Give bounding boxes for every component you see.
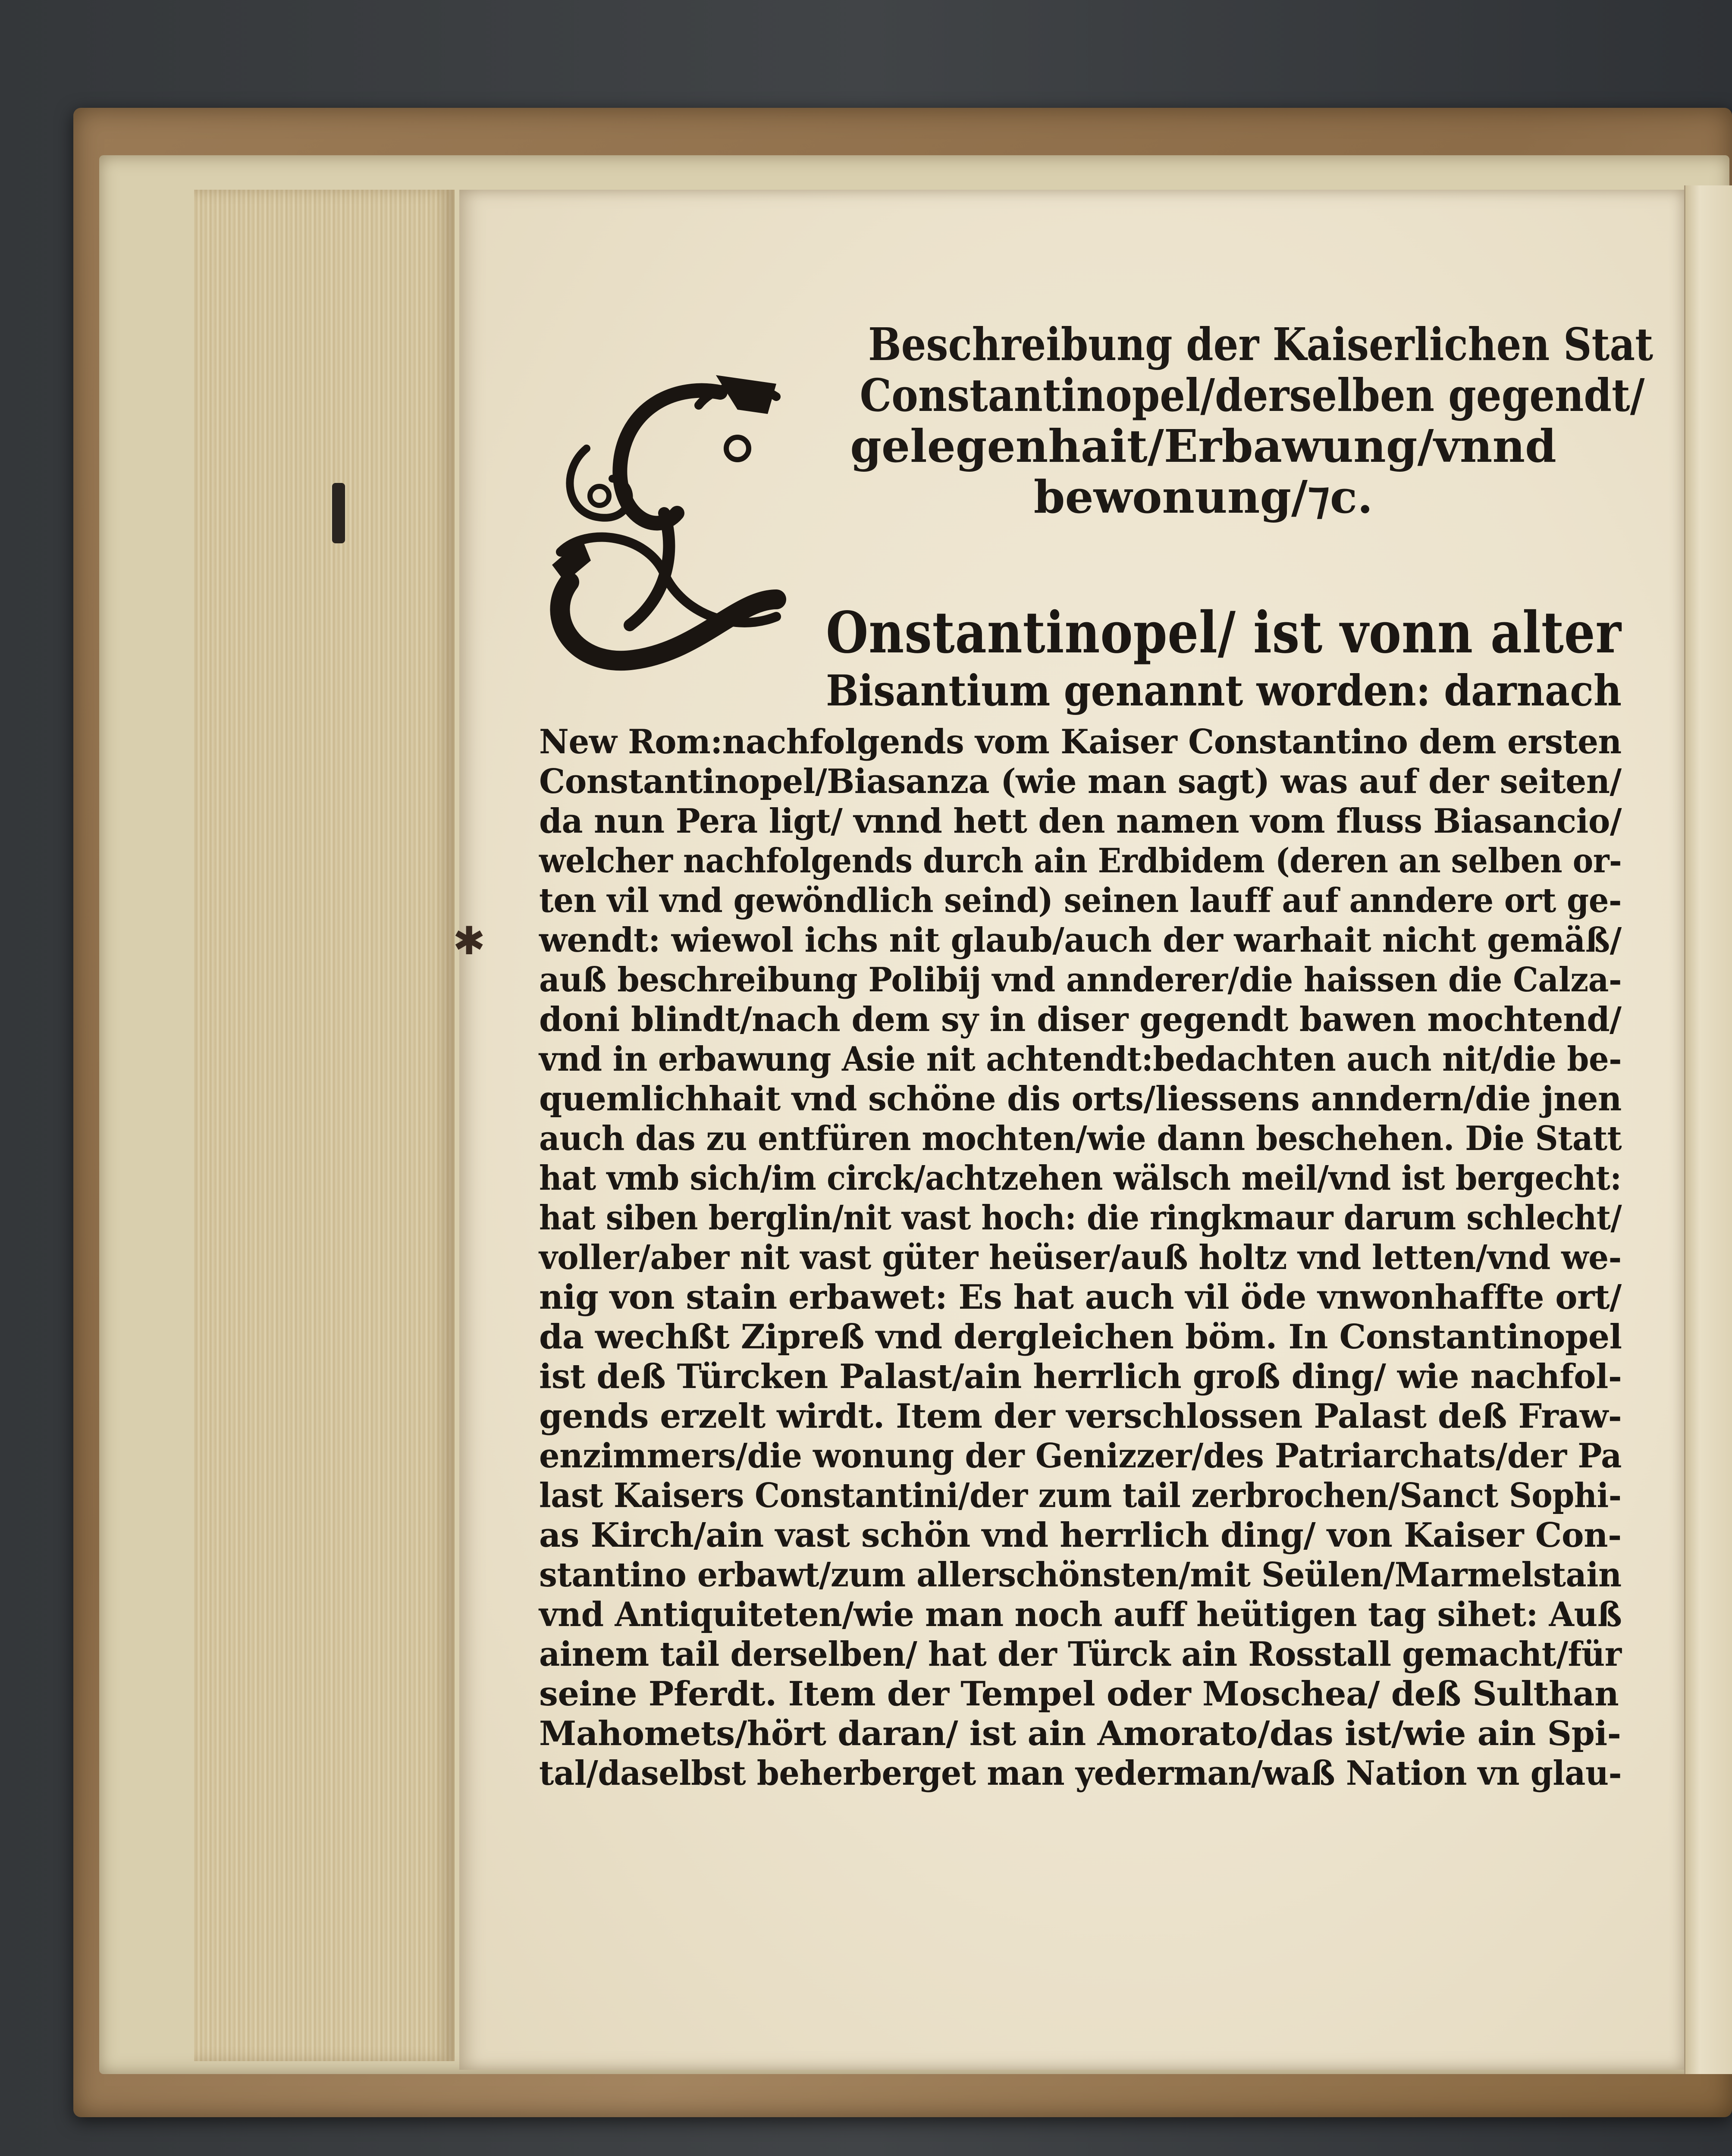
text-line: as Kirch/ain vast schön vnd herrlich ding/ von Kaiser Con- <box>539 1516 1622 1555</box>
heading-line-2: Constantinopel/derselben gegendt/ <box>860 369 1645 422</box>
text-line: enzimmers/die wonung der Genizzer/des Patriarchats/der Pa <box>539 1436 1622 1476</box>
text-line: quemlichhait vnd schöne dis orts/liessens anndern/die jnen <box>539 1079 1622 1119</box>
text-line: vnd in erbawung Asie nit achtendt:bedachten auch nit/die be- <box>539 1040 1622 1079</box>
heading-line-1: Beschreibung der Kaiserlichen Stat <box>868 318 1654 371</box>
text-line: Onstantinopel/ ist vonn alter <box>826 599 1622 666</box>
text-line: stantino erbawt/zum allerschönsten/mit Seülen/Marmelstain <box>539 1555 1622 1595</box>
text-line: ist deß Türcken Palast/ain herrlich groß ding/ wie nachfol- <box>539 1357 1622 1396</box>
text-line: da nun Pera ligt/ vnnd hett den namen vom fluss Biasancio/ <box>539 802 1622 841</box>
text-line: hat vmb sich/im circk/achtzehen wälsch meil/vnd ist bergecht: <box>539 1159 1622 1198</box>
text-line: ten vil vnd gewöndlich seind) seinen lauff auf anndere ort ge- <box>539 881 1622 920</box>
decorated-initial-letter <box>535 358 802 711</box>
text-line: tal/daselbst beherberget man yederman/waß Nation vn glau- <box>539 1754 1622 1793</box>
margin-asterisk-icon: ✱ <box>453 918 486 964</box>
text-line: Bisantium genannt worden: darnach <box>826 666 1622 716</box>
text-line: welcher nachfolgends durch ain Erdbidem (deren an selben or- <box>539 841 1622 881</box>
page-edges <box>194 190 455 2061</box>
text-line: nig von stain erbawet: Es hat auch vil öde vnwonhaffte ort/ <box>539 1278 1622 1317</box>
text-line: hat siben berglin/nit vast hoch: die ringkmaur darum schlecht/ <box>539 1198 1622 1238</box>
text-line: seine Pferdt. Item der Tempel oder Moschea/ deß Sulthan <box>539 1674 1619 1714</box>
heading-line-4: bewonung/⁊c. <box>1033 470 1373 523</box>
chapter-heading <box>811 318 1654 523</box>
text-line: gends erzelt wirdt. Item der verschlossen Palast deß Fraw- <box>539 1397 1622 1436</box>
heading-line-3: gelegenhait/Erbawung/vnnd <box>850 420 1556 473</box>
text-line: auß beschreibung Polibij vnd annderer/die haissen die Calza- <box>539 960 1622 1000</box>
text-line: doni blindt/nach dem sy in diser gegendt bawen mochtend/ <box>539 1000 1622 1039</box>
text-line: ainem tail derselben/ hat der Türck ain Rosstall gemacht/für <box>539 1635 1622 1674</box>
text-line: auch das zu entfüren mochten/wie dann beschehen. Die Statt <box>539 1119 1622 1158</box>
facing-page-edge <box>1684 185 1732 2074</box>
text-line: da wechßt Zipreß vnd dergleichen böm. In Constantinopel <box>539 1317 1622 1357</box>
binding-mark <box>332 483 345 543</box>
text-line: Constantinopel/Biasanza (wie man sagt) was auf der seiten/ <box>539 762 1622 801</box>
initial-letter-glyph: C <box>612 579 616 583</box>
text-line: vnd Antiquiteten/wie man noch auff heütigen tag sihet: Auß <box>539 1595 1622 1634</box>
text-line: last Kaisers Constantini/der zum tail zerbrochen/Sanct Sophi- <box>539 1476 1622 1515</box>
text-line: New Rom:nachfolgends vom Kaiser Constantino dem ersten <box>539 722 1622 761</box>
text-line: voller/aber nit vast güter heüser/auß holtz vnd letten/vnd we- <box>539 1238 1622 1277</box>
text-line: wendt: wiewol ichs nit glaub/auch der warhait nicht gemäß/ <box>539 921 1622 960</box>
text-line: Mahomets/hört daran/ ist ain Amorato/das ist/wie ain Spi- <box>539 1714 1621 1753</box>
